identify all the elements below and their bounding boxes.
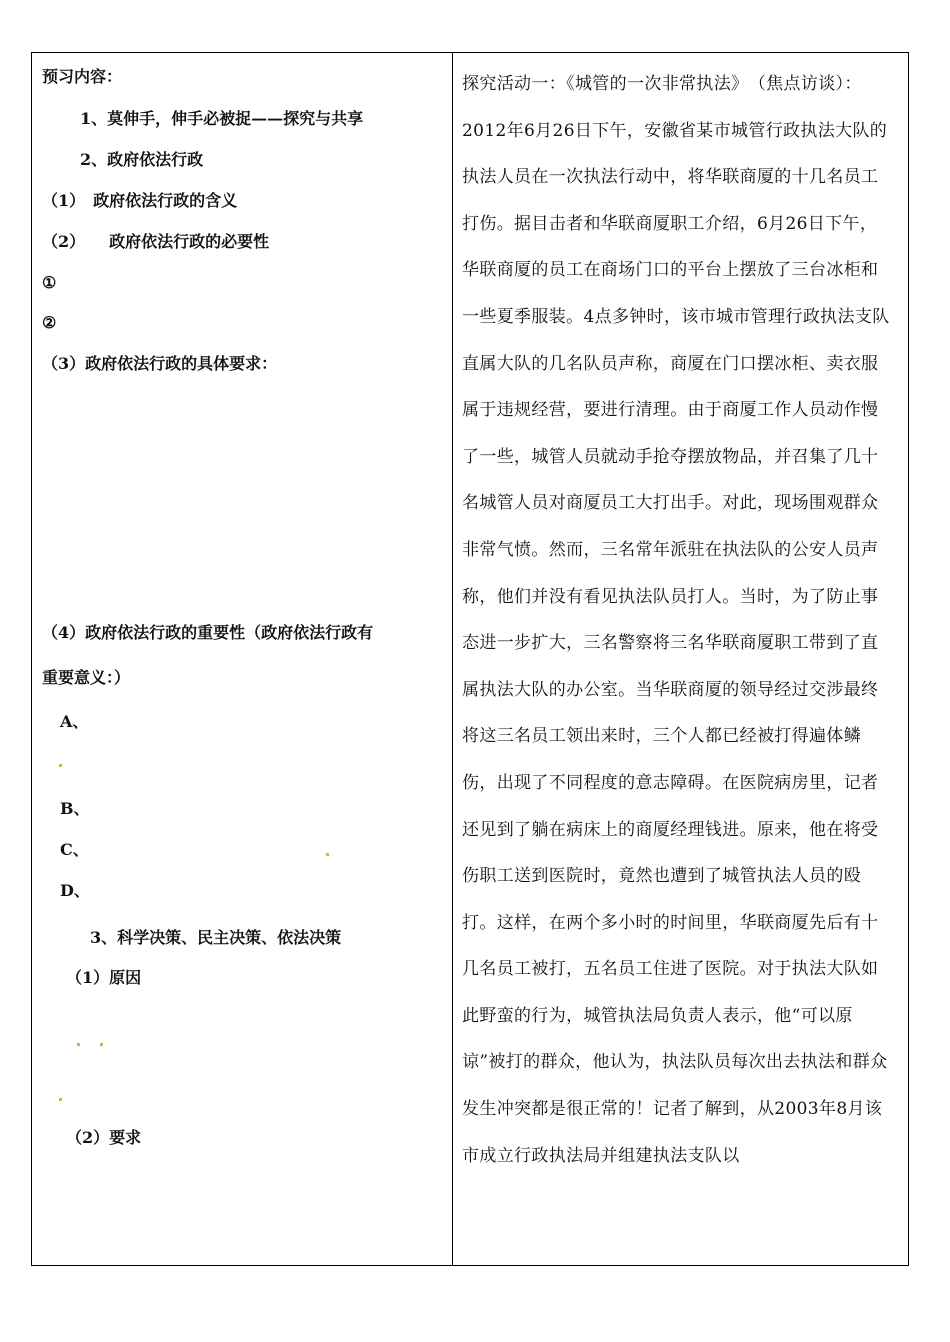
option-a: A、	[60, 712, 89, 731]
subitem-4-line2: 重要意义：）	[42, 668, 131, 687]
circle-item-1: ①	[42, 273, 57, 292]
item-2: 2、政府依法行政	[80, 150, 204, 169]
stray-mark	[326, 853, 329, 856]
inquiry-activity-text: 探究活动一：《城管的一次非常执法》 （焦点访谈）：2012年6月26日下午，安徽省某市城管行政执法大队的执法人员在一次执法行动中，将华联商厦的十几名员工打伤。据目击者和华联商厦职工介绍，6月26日下午，华联商厦的员工在商场门口的平台上摆放了三台冰柜和一些夏季服装。4点多钟时，该市城市管理行政执法支队直属大队的几名队员声称，商厦在门口摆冰柜、卖衣服属于违规经营，要进行清理。由于商厦工作人员动作慢了一些，城管人员就动手抢夺摆放物品，并召集了几十名城管人员对商厦员工大打出手。对此，现场围观群众非常气愤。然而，三名常年派驻在执法队的公安人员声称，他们并没有看见执法队员打人。当时，为了防止事态进一步扩大，三名警察将三名华联商厦职工带到了直属执法大队的办公室。当华联商厦的领导经过交涉最终将这三名员工领出来时，三个人都已经被打得遍体鳞伤，出现了不同程度的意志障碍。在医院病房里，记者还见到了躺在病床上的商厦经理钱进。原来，他在将受伤职工送到医院时，竟然也遭到了城管执法人员的殴打。这样，在两个多小时的时间里，华联商厦先后有十几名员工被打，五名员工住进了医院。对于执法大队如此野蛮的行为，城管执法局负责人表示，他“可以原谅”被打的群众，他认为，执法队员每次出去执法和群众发生冲突都是很正常的！记者了解到，从2003年8月该市成立行政执法局并组建执法支队以	[462, 74, 890, 1166]
document-table	[31, 52, 909, 1266]
item-3: 3、科学决策、民主决策、依法决策	[90, 928, 342, 947]
subitem-4-line1: （4）政府依法行政的重要性（政府依法行政有	[42, 623, 374, 642]
stray-mark	[59, 1098, 62, 1101]
preview-title: 预习内容：	[42, 67, 123, 86]
item-1: 1、莫伸手，伸手必被捉——探究与共享	[80, 109, 364, 128]
subitem-1: （1） 政府依法行政的含义	[42, 191, 238, 210]
requirement-label: （2）要求	[66, 1128, 142, 1147]
subitem-3: （3）政府依法行政的具体要求：	[42, 354, 278, 373]
reason-label: （1）原因	[66, 968, 142, 987]
circle-item-2: ②	[42, 313, 57, 332]
column-divider	[452, 53, 453, 1265]
stray-mark	[100, 1043, 103, 1046]
option-c: C、	[60, 840, 89, 859]
stray-mark	[77, 1043, 80, 1046]
option-b: B、	[60, 799, 90, 818]
subitem-2: （2） 政府依法行政的必要性	[42, 232, 270, 251]
stray-mark	[59, 764, 62, 767]
option-d: D、	[60, 881, 90, 900]
